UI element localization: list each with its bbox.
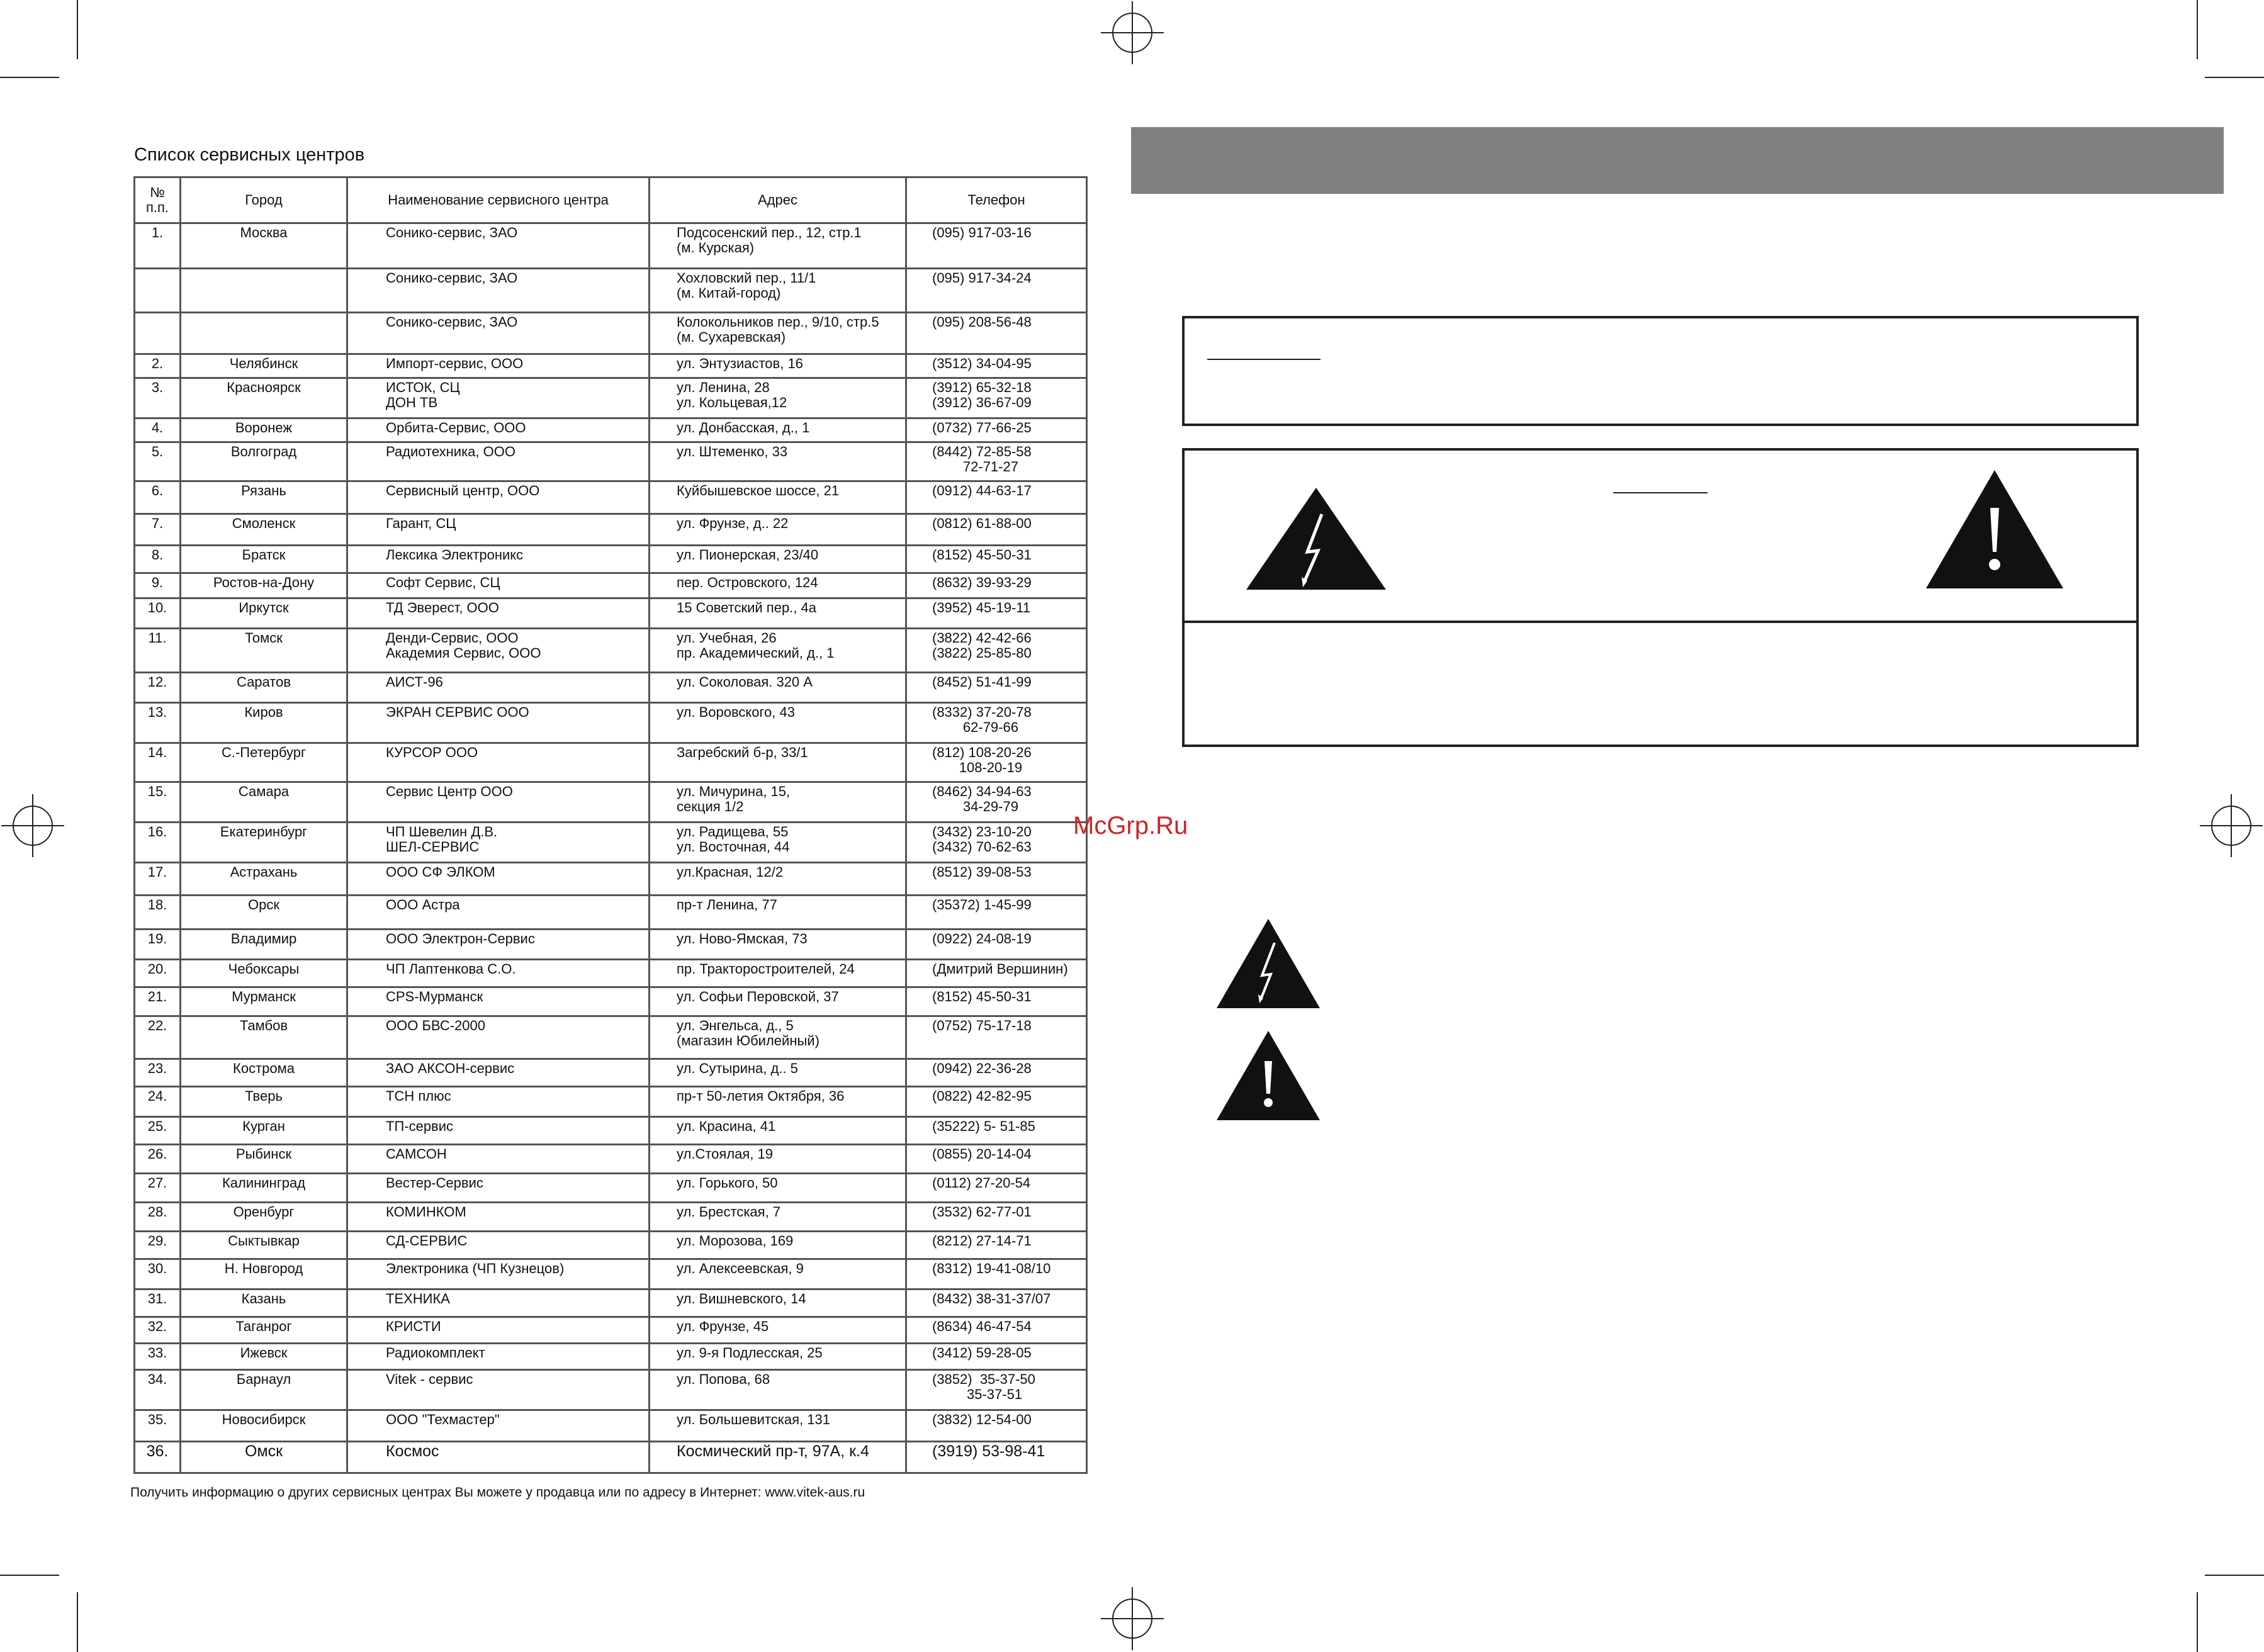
city-cell: С.-Петербург [181,743,347,782]
city-cell: Чебоксары [181,960,347,987]
address-cell: ул. Пионерская, 23/40 [650,546,906,573]
exclamation-warning-icon [1926,470,2063,588]
city-cell: Ростов-на-Дону [181,573,347,598]
address-cell: ул. Соколовая. 320 А [650,673,906,703]
phone-cell: (Дмитрий Вершинин) [906,960,1087,987]
row-number: 34. [135,1370,181,1410]
phone-cell: (3852) 35-37-50 35-37-51 [906,1370,1087,1410]
address-cell: ул. Брестская, 7 [650,1203,906,1232]
row-number: 8. [135,546,181,573]
row-number: 1. [135,223,181,269]
service-center-cell: ООО "Техмастер" [347,1410,650,1442]
service-center-cell: ООО БВС-2000 [347,1016,650,1059]
city-cell: Екатеринбург [181,823,347,863]
row-number: 26. [135,1145,181,1174]
column-header: № п.п. [135,177,181,223]
address-cell: ул. Мичурина, 15, секция 1/2 [650,782,906,823]
city-cell: Воронеж [181,419,347,442]
heading-underline [1207,359,1321,360]
address-cell: пр. Тракторостроителей, 24 [650,960,906,987]
phone-cell: (0752) 75-17-18 [906,1016,1087,1059]
crop-mark [77,0,78,59]
row-number: 10. [135,598,181,629]
table-row [135,1145,1087,1174]
service-center-cell: ИСТОК, СЦ ДОН ТВ [347,378,650,419]
table-row [135,960,1087,987]
crop-mark [2197,0,2198,59]
service-center-cell: Сонико-сервис, ЗАО [347,313,650,354]
table-row [135,629,1087,673]
city-cell: Иркутск [181,598,347,629]
column-header: Адрес [650,177,906,223]
phone-cell: (0922) 24-08-19 [906,930,1087,960]
address-cell: ул. Донбасская, д., 1 [650,419,906,442]
row-number: 33. [135,1344,181,1370]
lightning-icon [1217,919,1320,1008]
table-row [135,1016,1087,1059]
row-number: 22. [135,1016,181,1059]
column-header: Телефон [906,177,1087,223]
row-number: 3. [135,378,181,419]
city-cell: Томск [181,629,347,673]
service-center-cell: ЗАО АКСОН-сервис [347,1059,650,1087]
row-number: 30. [135,1259,181,1290]
phone-cell: (095) 917-03-16 [906,223,1087,269]
service-center-cell: САМСОН [347,1145,650,1174]
address-cell: ул. Энтузиастов, 16 [650,354,906,378]
address-cell: Хохловский пер., 11/1 (м. Китай-город) [650,269,906,313]
service-center-cell: Vitek - сервис [347,1370,650,1410]
row-number: 31. [135,1290,181,1317]
service-center-cell: КРИСТИ [347,1317,650,1344]
registration-mark [13,806,53,846]
table-row [135,930,1087,960]
phone-cell: (812) 108-20-26 108-20-19 [906,743,1087,782]
city-cell: Рыбинск [181,1145,347,1174]
table-row [135,354,1087,378]
address-cell: ул. Алексеевская, 9 [650,1259,906,1290]
row-number: 25. [135,1117,181,1145]
table-row [135,1174,1087,1203]
city-cell: Омск [181,1442,347,1473]
city-cell: Таганрог [181,1317,347,1344]
service-center-cell: СД-СЕРВИС [347,1232,650,1259]
phone-cell: (3832) 12-54-00 [906,1410,1087,1442]
service-center-cell: ТЕХНИКА [347,1290,650,1317]
service-center-cell: Радиокомплект [347,1344,650,1370]
address-cell: Куйбышевское шоссе, 21 [650,481,906,514]
address-cell: ул. Фрунзе, д.. 22 [650,514,906,546]
city-cell: Волгоград [181,442,347,481]
phone-cell: (0942) 22-36-28 [906,1059,1087,1087]
city-cell: Челябинск [181,354,347,378]
table-row [135,1290,1087,1317]
city-cell: Рязань [181,481,347,514]
city-cell [181,269,347,313]
table-row [135,313,1087,354]
city-cell: Калининград [181,1174,347,1203]
row-number: 35. [135,1410,181,1442]
address-cell: ул. Ленина, 28 ул. Кольцевая,12 [650,378,906,419]
phone-cell: (8634) 46-47-54 [906,1317,1087,1344]
city-cell: Саратов [181,673,347,703]
address-cell: ул. Воровского, 43 [650,703,906,743]
row-number: 21. [135,987,181,1016]
crop-mark [2197,1592,2198,1652]
service-center-cell: ООО СФ ЭЛКОМ [347,863,650,896]
phone-cell: (3432) 23-10-20 (3432) 70-62-63 [906,823,1087,863]
row-number: 36. [135,1442,181,1473]
table-row [135,703,1087,743]
service-center-cell: Софт Сервис, СЦ [347,573,650,598]
table-row [135,1259,1087,1290]
phone-cell: (8212) 27-14-71 [906,1232,1087,1259]
column-header: Наименование сервисного центра [347,177,650,223]
service-center-cell: ТП-сервис [347,1117,650,1145]
address-cell: пр-т 50-летия Октября, 36 [650,1087,906,1117]
city-cell: Новосибирск [181,1410,347,1442]
city-cell: Владимир [181,930,347,960]
city-cell: Орск [181,896,347,930]
table-row [135,987,1087,1016]
page-title: Список сервисных центров [134,145,365,165]
service-center-cell: Гарант, СЦ [347,514,650,546]
address-cell: ул. 9-я Подлесская, 25 [650,1344,906,1370]
table-row [135,223,1087,269]
service-center-cell: Орбита-Сервис, ООО [347,419,650,442]
table-body [135,223,1087,1473]
service-center-cell: Денди-Сервис, ООО Академия Сервис, ООО [347,629,650,673]
phone-cell: (3512) 34-04-95 [906,354,1087,378]
phone-cell: (35372) 1-45-99 [906,896,1087,930]
address-cell: ул. Софьи Перовской, 37 [650,987,906,1016]
table-row [135,269,1087,313]
service-center-cell: ТД Эверест, ООО [347,598,650,629]
city-cell: Курган [181,1117,347,1145]
footer-note: Получить информацию о других сервисных центрах Вы можете у продавца или по адресу в Интернет: www.vitek-aus.ru [130,1485,865,1500]
watermark: McGrp.Ru [1073,812,1188,840]
city-cell: Астрахань [181,863,347,896]
service-center-cell: Сонико-сервис, ЗАО [347,269,650,313]
table-row [135,1344,1087,1370]
address-cell: Загребский б-р, 33/1 [650,743,906,782]
city-cell: Киров [181,703,347,743]
phone-cell: (0912) 44-63-17 [906,481,1087,514]
city-cell: Смоленск [181,514,347,546]
service-center-cell: ЧП Лаптенкова С.О. [347,960,650,987]
city-cell: Ижевск [181,1344,347,1370]
column-header: Город [181,177,347,223]
address-cell: ул. Фрунзе, 45 [650,1317,906,1344]
phone-cell: (095) 917-34-24 [906,269,1087,313]
city-cell: Тверь [181,1087,347,1117]
row-number [135,269,181,313]
city-cell: Самара [181,782,347,823]
row-number: 32. [135,1317,181,1344]
service-center-cell: КУРСОР ООО [347,743,650,782]
crop-mark [2205,1575,2264,1576]
row-number: 17. [135,863,181,896]
table-row [135,863,1087,896]
phone-cell: (8332) 37-20-78 62-79-66 [906,703,1087,743]
phone-cell: (0732) 77-66-25 [906,419,1087,442]
address-cell: Подсосенский пер., 12, стр.1 (м. Курская) [650,223,906,269]
table-row [135,1442,1087,1473]
service-center-cell: Радиотехника, ООО [347,442,650,481]
service-center-cell: ТСН плюс [347,1087,650,1117]
phone-cell: (8312) 19-41-08/10 [906,1259,1087,1290]
address-cell: ул. Морозова, 169 [650,1232,906,1259]
phone-cell: (0855) 20-14-04 [906,1145,1087,1174]
phone-cell: (3532) 62-77-01 [906,1203,1087,1232]
phone-cell: (095) 208-56-48 [906,313,1087,354]
address-cell: Колокольников пер., 9/10, стр.5 (м. Сухаревская) [650,313,906,354]
table-row [135,823,1087,863]
service-center-cell: Импорт-сервис, ООО [347,354,650,378]
phone-cell: (3952) 45-19-11 [906,598,1087,629]
row-number: 11. [135,629,181,673]
table-row [135,442,1087,481]
table-row [135,1117,1087,1145]
registration-mark [2211,806,2251,846]
address-cell: 15 Советский пер., 4а [650,598,906,629]
table-row [135,514,1087,546]
address-cell: ул. Большевитская, 131 [650,1410,906,1442]
table-row [135,1203,1087,1232]
crop-mark [2205,77,2264,78]
phone-cell: (3912) 65-32-18 (3912) 36-67-09 [906,378,1087,419]
city-cell: Тамбов [181,1016,347,1059]
address-cell: ул. Красина, 41 [650,1117,906,1145]
crop-mark [77,1592,78,1652]
address-cell: пр-т Ленина, 77 [650,896,906,930]
phone-cell: (8432) 38-31-37/07 [906,1290,1087,1317]
table-row [135,896,1087,930]
table-row [135,573,1087,598]
city-cell: Мурманск [181,987,347,1016]
table-row [135,598,1087,629]
service-center-cell: ООО Электрон-Сервис [347,930,650,960]
table-row [135,1059,1087,1087]
phone-cell: (3822) 42-42-66 (3822) 25-85-80 [906,629,1087,673]
city-cell: Барнаул [181,1370,347,1410]
table-row [135,481,1087,514]
service-center-cell: CPS-Мурманск [347,987,650,1016]
table-row [135,1232,1087,1259]
table-row [135,546,1087,573]
table-row [135,782,1087,823]
city-cell: Москва [181,223,347,269]
table-row [135,419,1087,442]
service-center-cell: Электроника (ЧП Кузнецов) [347,1259,650,1290]
phone-cell: (35222) 5- 51-85 [906,1117,1087,1145]
header-bar [1131,127,2224,194]
row-number [135,313,181,354]
table-row [135,1087,1087,1117]
phone-cell: (0112) 27-20-54 [906,1174,1087,1203]
row-number: 28. [135,1203,181,1232]
row-number: 9. [135,573,181,598]
row-number: 23. [135,1059,181,1087]
row-number: 5. [135,442,181,481]
service-center-cell: Сервисный центр, ООО [347,481,650,514]
city-cell [181,313,347,354]
row-number: 24. [135,1087,181,1117]
address-cell: Космический пр-т, 97А, к.4 [650,1442,906,1473]
registration-mark [1112,13,1152,53]
row-number: 6. [135,481,181,514]
table-row [135,1410,1087,1442]
service-center-cell: Лексика Электроникс [347,546,650,573]
phone-cell: (8462) 34-94-63 34-29-79 [906,782,1087,823]
phone-cell: (8452) 51-41-99 [906,673,1087,703]
address-cell: ул. Сутырина, д.. 5 [650,1059,906,1087]
phone-cell: (8632) 39-93-29 [906,573,1087,598]
table-row [135,1370,1087,1410]
crop-mark [0,1575,59,1576]
row-number: 2. [135,354,181,378]
table-row [135,378,1087,419]
city-cell: Казань [181,1290,347,1317]
table-row [135,743,1087,782]
address-cell: ул. Штеменко, 33 [650,442,906,481]
lightning-warning-icon [1246,488,1386,590]
city-cell: Сыктывкар [181,1232,347,1259]
address-cell: ул. Попова, 68 [650,1370,906,1410]
phone-cell: (0822) 42-82-95 [906,1087,1087,1117]
city-cell: Братск [181,546,347,573]
phone-cell: (8512) 39-08-53 [906,863,1087,896]
address-cell: ул. Учебная, 26 пр. Академический, д., 1 [650,629,906,673]
city-cell: Кострома [181,1059,347,1087]
warning-box-divider [1183,621,2137,623]
service-center-cell: ООО Астра [347,896,650,930]
service-center-cell: ЧП Шевелин Д.В. ШЕЛ-СЕРВИС [347,823,650,863]
service-centers-table [133,176,1088,1474]
phone-cell: (0812) 61-88-00 [906,514,1087,546]
address-cell: ул. Радищева, 55 ул. Восточная, 44 [650,823,906,863]
city-cell: Оренбург [181,1203,347,1232]
exclamation-icon [1217,1031,1320,1120]
address-cell: ул.Красная, 12/2 [650,863,906,896]
phone-cell: (3412) 59-28-05 [906,1344,1087,1370]
registration-mark [1112,1599,1152,1639]
row-number: 7. [135,514,181,546]
address-cell: ул. Энгельса, д., 5 (магазин Юбилейный) [650,1016,906,1059]
service-center-cell: АИСТ-96 [347,673,650,703]
table-row [135,1317,1087,1344]
row-number: 14. [135,743,181,782]
row-number: 29. [135,1232,181,1259]
row-number: 27. [135,1174,181,1203]
service-center-cell: Сервис Центр ООО [347,782,650,823]
notice-box [1182,316,2139,426]
address-cell: ул. Вишневского, 14 [650,1290,906,1317]
table-header-row [135,177,1087,223]
phone-cell: (8442) 72-85-58 72-71-27 [906,442,1087,481]
row-number: 20. [135,960,181,987]
phone-cell: (8152) 45-50-31 [906,546,1087,573]
row-number: 4. [135,419,181,442]
row-number: 15. [135,782,181,823]
address-cell: ул.Стоялая, 19 [650,1145,906,1174]
row-number: 19. [135,930,181,960]
row-number: 12. [135,673,181,703]
heading-underline [1613,492,1708,493]
phone-cell: (8152) 45-50-31 [906,987,1087,1016]
city-cell: Красноярск [181,378,347,419]
table-row [135,673,1087,703]
service-center-cell: КОМИНКОМ [347,1203,650,1232]
crop-mark [0,77,59,78]
service-center-cell: Космос [347,1442,650,1473]
city-cell: Н. Новгород [181,1259,347,1290]
address-cell: ул. Ново-Ямская, 73 [650,930,906,960]
row-number: 18. [135,896,181,930]
row-number: 13. [135,703,181,743]
service-center-cell: Сонико-сервис, ЗАО [347,223,650,269]
address-cell: пер. Островского, 124 [650,573,906,598]
address-cell: ул. Горького, 50 [650,1174,906,1203]
row-number: 16. [135,823,181,863]
phone-cell: (3919) 53-98-41 [906,1442,1087,1473]
service-center-cell: Вестер-Сервис [347,1174,650,1203]
service-center-cell: ЭКРАН СЕРВИС ООО [347,703,650,743]
